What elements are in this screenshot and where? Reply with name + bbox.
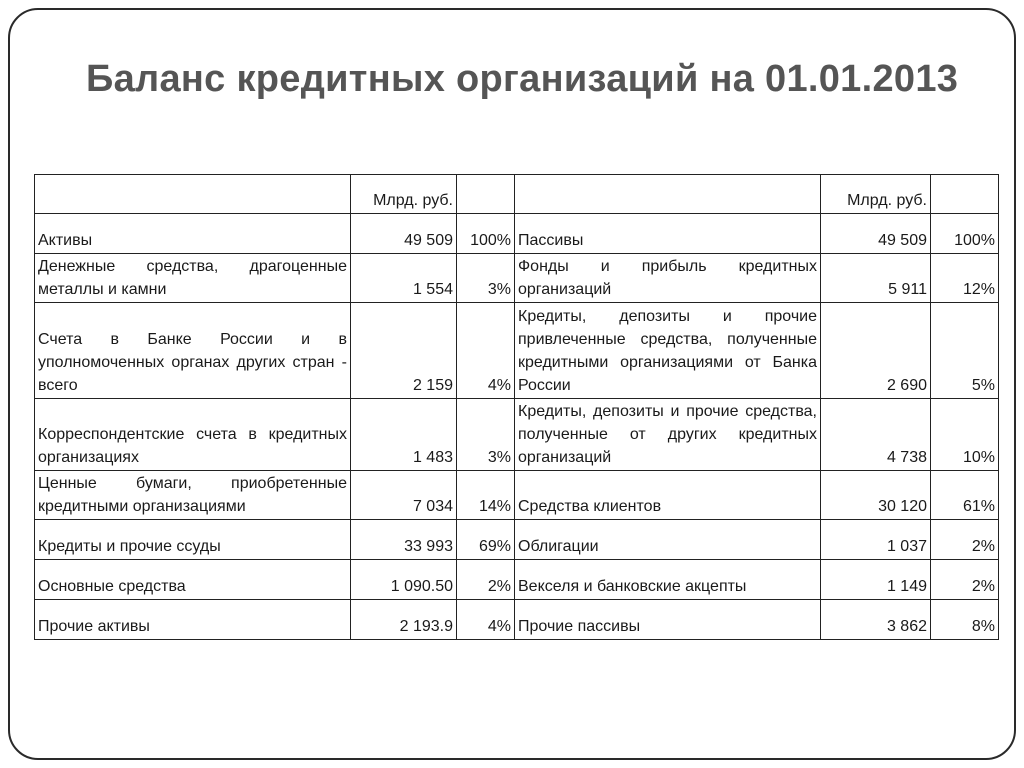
asset-value: 2 193.9 xyxy=(351,600,457,640)
table-header-row xyxy=(35,175,999,214)
asset-value: 1 090.50 xyxy=(351,560,457,600)
liability-share: 5% xyxy=(931,303,999,399)
liability-label: Облигации xyxy=(515,520,821,560)
liability-share: 10% xyxy=(931,399,999,471)
liability-value: 4 738 xyxy=(821,399,931,471)
table-row xyxy=(35,303,999,399)
liability-label: Средства клиентов xyxy=(515,471,821,520)
header-empty-cell xyxy=(515,175,821,214)
liability-label: Векселя и банковские акцепты xyxy=(515,560,821,600)
asset-label: Основные средства xyxy=(35,560,351,600)
asset-label: Корреспондентские счета в кредитных организациях xyxy=(35,399,351,471)
asset-share: 100% xyxy=(457,214,515,254)
table-row xyxy=(35,560,999,600)
liability-share: 12% xyxy=(931,254,999,303)
liability-label: Кредиты, депозиты и прочие средства, полученные от других кредитных организаций xyxy=(515,399,821,471)
asset-share: 4% xyxy=(457,303,515,399)
asset-share: 3% xyxy=(457,399,515,471)
balance-table xyxy=(34,174,999,640)
unit-label-liabilities: Млрд. руб. xyxy=(821,175,931,214)
liability-label: Пассивы xyxy=(515,214,821,254)
asset-label: Кредиты и прочие ссуды xyxy=(35,520,351,560)
asset-share: 3% xyxy=(457,254,515,303)
liability-share: 61% xyxy=(931,471,999,520)
table-row xyxy=(35,399,999,471)
liability-value: 49 509 xyxy=(821,214,931,254)
header-empty-cell xyxy=(35,175,351,214)
asset-value: 1 483 xyxy=(351,399,457,471)
unit-label-assets: Млрд. руб. xyxy=(351,175,457,214)
asset-value: 7 034 xyxy=(351,471,457,520)
table-row xyxy=(35,520,999,560)
slide-title: Баланс кредитных организаций на 01.01.2013 xyxy=(86,58,959,100)
liability-share: 8% xyxy=(931,600,999,640)
liability-label: Фонды и прибыль кредитных организаций xyxy=(515,254,821,303)
liability-value: 30 120 xyxy=(821,471,931,520)
asset-label: Денежные средства, драгоценные металлы и камни xyxy=(35,254,351,303)
liability-label: Кредиты, депозиты и прочие привлеченные средства, полученные кредитными организациями от Банка России xyxy=(515,303,821,399)
table-row xyxy=(35,600,999,640)
asset-share: 2% xyxy=(457,560,515,600)
liability-share: 2% xyxy=(931,560,999,600)
liability-value: 5 911 xyxy=(821,254,931,303)
asset-label: Счета в Банке России и в уполномоченных органах других стран - всего xyxy=(35,303,351,399)
asset-value: 1 554 xyxy=(351,254,457,303)
header-empty-cell xyxy=(931,175,999,214)
liability-label: Прочие пассивы xyxy=(515,600,821,640)
asset-value: 2 159 xyxy=(351,303,457,399)
liability-value: 1 149 xyxy=(821,560,931,600)
liability-share: 100% xyxy=(931,214,999,254)
header-empty-cell xyxy=(457,175,515,214)
liability-value: 3 862 xyxy=(821,600,931,640)
asset-share: 14% xyxy=(457,471,515,520)
asset-label: Ценные бумаги, приобретенные кредитными организациями xyxy=(35,471,351,520)
liability-share: 2% xyxy=(931,520,999,560)
liability-value: 2 690 xyxy=(821,303,931,399)
asset-label: Прочие активы xyxy=(35,600,351,640)
table-row xyxy=(35,471,999,520)
asset-value: 49 509 xyxy=(351,214,457,254)
asset-share: 4% xyxy=(457,600,515,640)
asset-share: 69% xyxy=(457,520,515,560)
table-row xyxy=(35,254,999,303)
table-row xyxy=(35,214,999,254)
asset-label: Активы xyxy=(35,214,351,254)
liability-value: 1 037 xyxy=(821,520,931,560)
asset-value: 33 993 xyxy=(351,520,457,560)
